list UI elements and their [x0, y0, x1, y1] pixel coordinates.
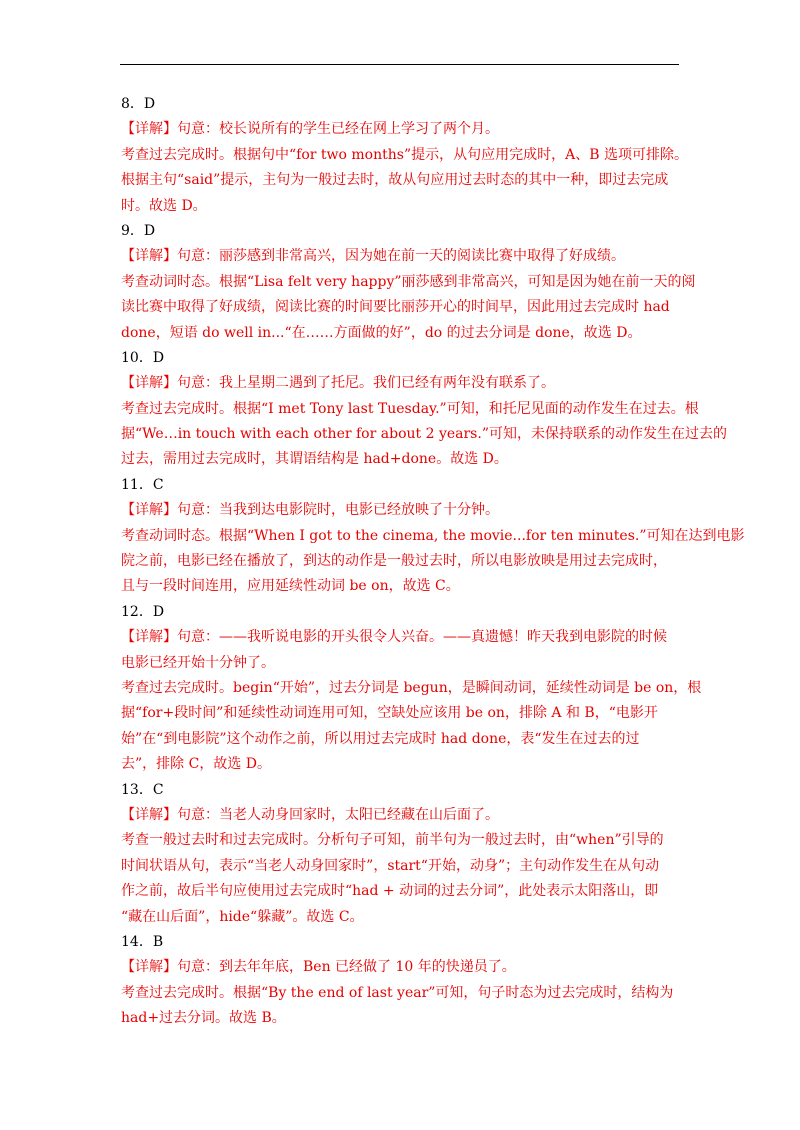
question-number: 8．D — [121, 96, 156, 112]
explanation-translation: 【详解】句意：当我到达电影院时，电影已经放映了十分钟。 — [121, 502, 499, 519]
explanation-text: 考查过去完成时。根据句中“for two months”提示，从句应用完成时，A、B 选项可排除。 — [121, 146, 688, 163]
question-entry — [121, 92, 688, 219]
question-number: 12．D — [121, 603, 165, 620]
question-entry — [121, 600, 702, 778]
question-number: 9．D — [121, 222, 156, 239]
explanation-text: 考查动词时态。根据“When I got to the cinema, the movie...for ten minutes.”可知在达到电影 — [121, 527, 745, 544]
question-number: 10．D — [121, 349, 165, 366]
header-rule — [120, 64, 679, 65]
explanation-text: 据“We…in touch with each other for about 2 years.”可知，未保持联系的动作发生在过去的 — [121, 426, 727, 443]
explanation-text: 始”在“到电影院”这个动作之前，所以用过去完成时 had done，表“发生在过去的过 — [121, 730, 640, 747]
explanation-text: 电影已经开始十分钟了。 — [121, 654, 275, 671]
explanation-text: 作之前，故后半句应使用过去完成时“had + 动词的过去分词”，此处表示太阳落山，即 — [121, 883, 659, 900]
question-entry — [121, 473, 745, 600]
question-entry — [121, 778, 681, 930]
question-number: 11．C — [121, 476, 164, 493]
explanation-text: 考查过去完成时。根据“I met Tony last Tuesday.”可知，和托尼见面的动作发生在过去。根 — [121, 400, 699, 417]
explanation-text: 考查动词时态。根据“Lisa felt very happy”丽莎感到非常高兴，可知是因为她在前一天的阅 — [121, 273, 696, 290]
explanation-text: 时间状语从句，表示“当老人动身回家时”，start“开始，动身”；主句动作发生在从句动 — [121, 857, 660, 874]
explanation-text: “藏在山后面”，hide“躲藏”。故选 C。 — [121, 908, 364, 925]
explanation-translation: 【详解】句意：——我听说电影的开头很令人兴奋。——真遗憾！昨天我到电影院的时候 — [121, 629, 667, 646]
explanation-translation: 【详解】句意：校长说所有的学生已经在网上学习了两个月。 — [121, 121, 499, 138]
explanation-text: 考查过去完成时。begin“开始”，过去分词是 begun，是瞬间动词，延续性动词是 be on，根 — [121, 679, 702, 696]
explanation-translation: 【详解】句意：到去年年底，Ben 已经做了 10 年的快递员了。 — [121, 959, 516, 976]
explanation-text: 且与一段时间连用，应用延续性动词 be on，故选 C。 — [121, 578, 460, 595]
explanation-text: 时。故选 D。 — [121, 197, 207, 214]
explanation-text: 去”，排除 C，故选 D。 — [121, 756, 271, 773]
explanation-text: 院之前，电影已经在播放了，到达的动作是一般过去时，所以电影放映是用过去完成时， — [121, 553, 667, 570]
explanation-text: 据“for+段时间”和延续性动词连用可知，空缺处应该用 be on，排除 A 和 B，“电影开 — [121, 705, 658, 722]
explanation-text: 考查一般过去时和过去完成时。分析句子可知，前半句为一般过去时，由“when”引导的 — [121, 832, 664, 849]
question-entry — [121, 930, 681, 1032]
explanation-text: 根据主句“said”提示，主句为一般过去时，故从句应用过去时态的其中一种，即过去完成 — [121, 172, 669, 189]
explanation-text: 过去，需用过去完成时，其谓语结构是 had+done。故选 D。 — [121, 451, 508, 468]
explanation-translation: 【详解】句意：丽莎感到非常高兴，因为她在前一天的阅读比赛中取得了好成绩。 — [121, 248, 625, 265]
answer-explanations — [121, 92, 745, 1031]
explanation-translation: 【详解】句意：当老人动身回家时，太阳已经藏在山后面了。 — [121, 806, 499, 823]
explanation-translation: 【详解】句意：我上星期二遇到了托尼。我们已经有两年没有联系了。 — [121, 375, 555, 392]
explanation-text: had+过去分词。故选 B。 — [121, 1010, 286, 1027]
explanation-text: 考查过去完成时。根据“By the end of last year”可知，句子时态为过去完成时，结构为 — [121, 984, 674, 1001]
question-entry — [121, 219, 696, 346]
explanation-text: 读比赛中取得了好成绩，阅读比赛的时间要比丽莎开心的时间早，因此用过去完成时 had — [121, 299, 670, 316]
question-number: 14．B — [121, 933, 164, 950]
question-number: 13．C — [121, 781, 164, 798]
question-entry — [121, 346, 727, 473]
explanation-text: done，短语 do well in...“在……方面做的好”，do 的过去分词是 done，故选 D。 — [121, 324, 642, 341]
